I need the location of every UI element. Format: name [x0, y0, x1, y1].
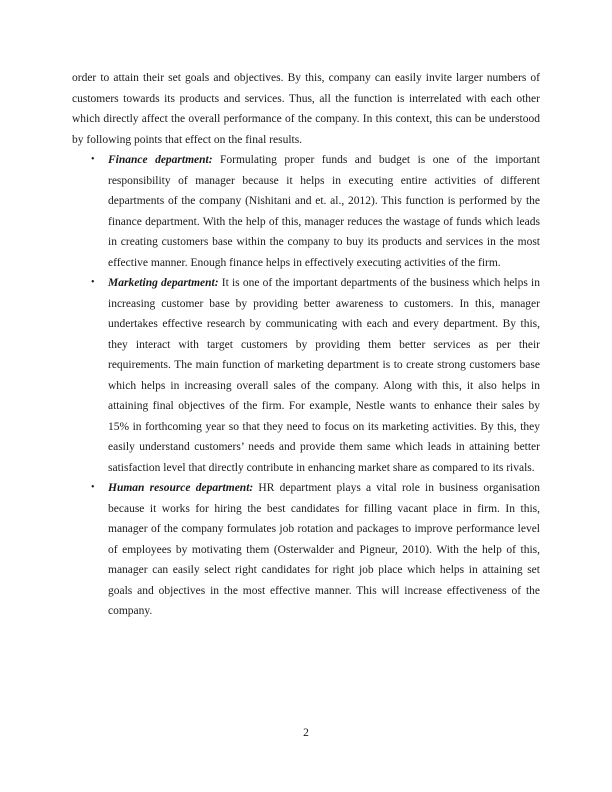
- bullet-text: HR department plays a vital role in business organisation because it works for hiring the best candidates for filling vacant place in firm. In this, manager of the company formulates job rotation and packages to improve performance level of employees by motivating them (Osterwalder and Pigneur, 2010). With the help of this, manager can easily select right candidates for right job place which helps in attaining set goals and objectives in the most effective manner. This will increase effectiveness of the company.: [108, 482, 540, 617]
- list-item-finance: [72, 150, 540, 273]
- bullet-title: Finance department:: [108, 154, 213, 166]
- bullet-text: It is one of the important departments of the business which helps in increasing customer base by providing better awareness to customers. In this, manager undertakes effective research by communicating with each and every department. By this, they interact with target customers by providing them better services as per their requirements. The main function of marketing department is to create strong customers base which helps in increasing overall sales of the company. Along with this, it also helps in attaining final objectives of the firm. For example, Nestle wants to enhance their sales by 15% in forthcoming year so that they need to focus on its marketing activities. By this, they easily understand customers’ needs and provide them same which leads in attaining better satisfaction level that directly contribute in enhancing market share as compared to its rivals.: [108, 277, 540, 474]
- bullet-icon: •: [91, 154, 95, 165]
- intro-paragraph: order to attain their set goals and objectives. By this, company can easily invite larger numbers of customers towards its products and services. Thus, all the function is interrelated with each other which directly affect the overall performance of the company. In this context, this can be understood by following points that effect on the final results.: [72, 72, 540, 146]
- bullet-icon: •: [91, 482, 95, 493]
- bullet-text: Formulating proper funds and budget is one of the important responsibility of manager because it helps in executing entire activities of different departments of the company (Nishitani and et. al., 2012). This function is performed by the finance department. With the help of this, manager reduces the wastage of funds which leads in creating customers base within the company to buy its products and services in the most effective manner. Enough finance helps in effectively executing activities of the firm.: [108, 154, 540, 269]
- department-list: [72, 150, 540, 622]
- bullet-title: Marketing department:: [108, 277, 219, 289]
- page-number: 2: [303, 727, 309, 739]
- bullet-icon: •: [91, 277, 95, 288]
- list-item-hr: [72, 478, 540, 622]
- list-item-marketing: [72, 273, 540, 478]
- bullet-title: Human resource department:: [108, 482, 254, 494]
